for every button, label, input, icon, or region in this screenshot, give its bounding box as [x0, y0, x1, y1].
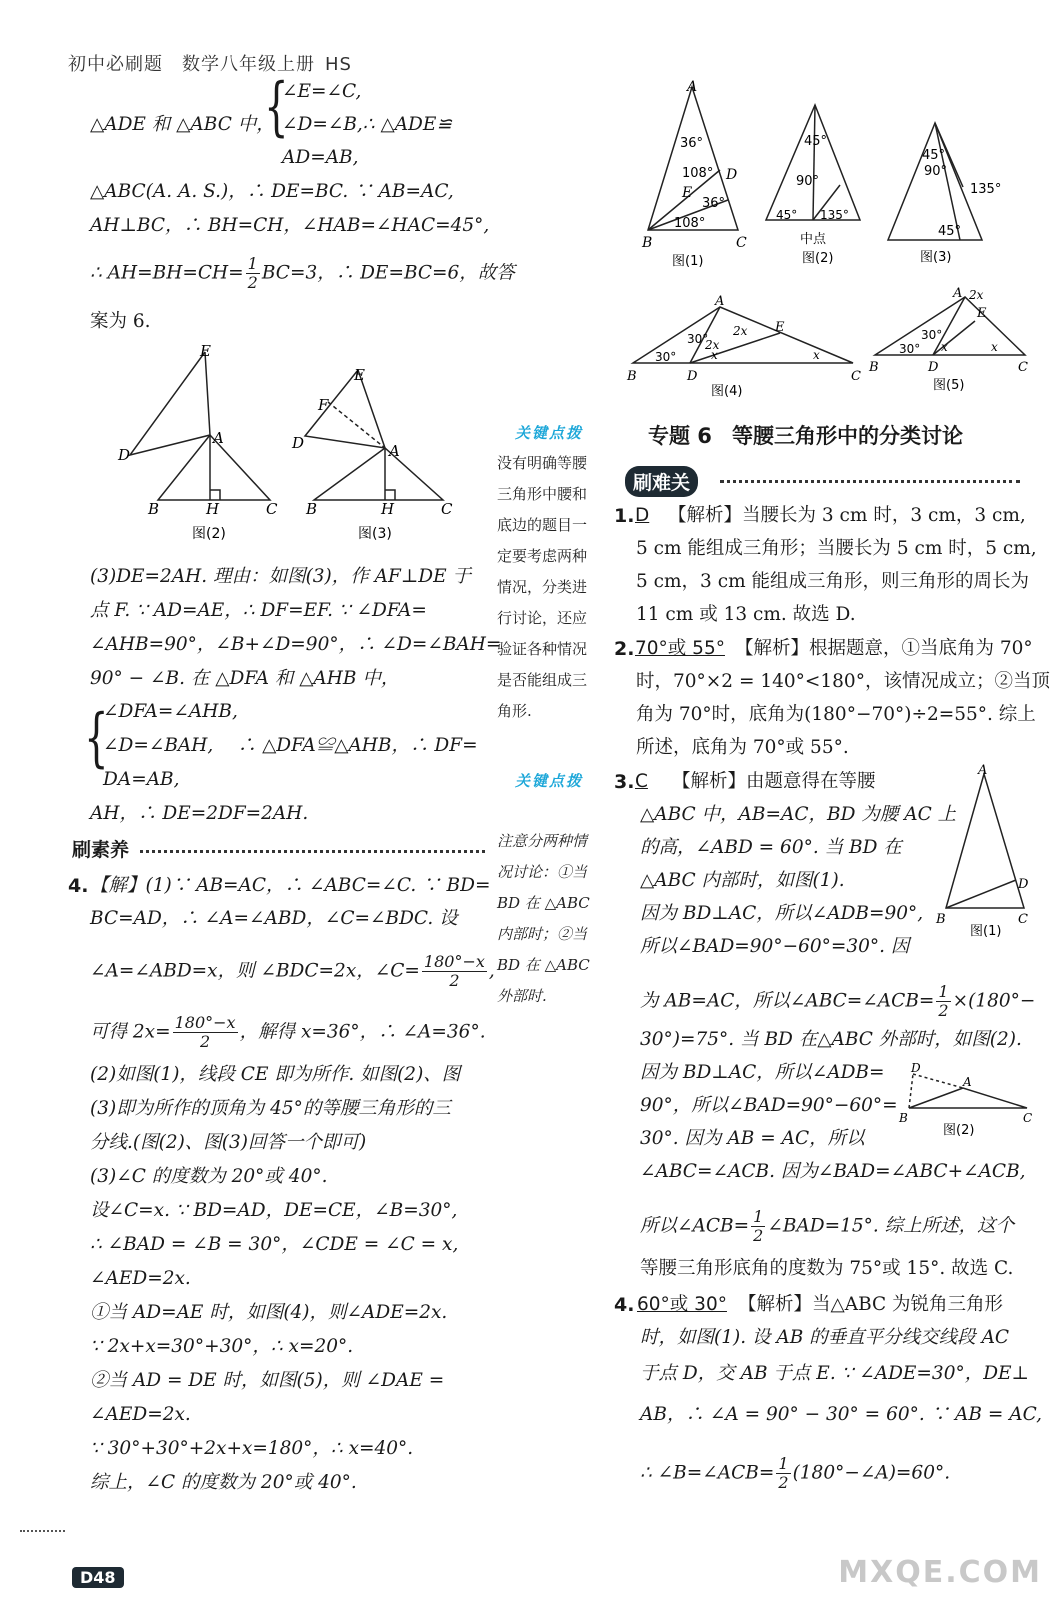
- svg-text:30°: 30°: [921, 328, 943, 342]
- line: 【解析】当腰长为 3 cm 时，3 cm，3 cm,: [668, 505, 1026, 526]
- svg-text:E: E: [682, 185, 693, 201]
- page-number: D48: [72, 1567, 124, 1588]
- answer: C: [635, 771, 648, 792]
- line: ∠E=∠C,: [282, 81, 362, 102]
- fraction: $\frac{180^\circ-x}{2}$: [423, 952, 485, 990]
- line: 为 AB=AC，所以∠ABC=∠ACB= $\frac{1}{2}$ ×(180°−: [640, 982, 1036, 1020]
- label-F: F: [318, 396, 329, 414]
- line: △ADE 和 △ABC 中，: [90, 114, 275, 135]
- figures-2-3: [110, 340, 490, 545]
- line: 所以∠BAD=90°−60°=30°. 因: [640, 936, 910, 957]
- q3-figure-1: [932, 760, 1032, 940]
- label-E: E: [354, 366, 365, 384]
- fraction: $\frac{1}{2}$: [778, 1454, 789, 1492]
- label-C: C: [266, 500, 278, 518]
- topic-number: 专题 6: [648, 424, 712, 448]
- line: ∠DFA=∠AHB,: [103, 701, 238, 722]
- svg-text:36°: 36°: [680, 136, 704, 151]
- line: ∠A=∠ABD=x，则 ∠BDC=2x，∠C= $\frac{180^\circ-x}{2}$ ,: [90, 952, 495, 990]
- answer: D: [635, 505, 650, 526]
- svg-text:45°: 45°: [776, 208, 798, 222]
- svg-text:A: A: [978, 763, 988, 778]
- line: 因为 BD⊥AC，所以∠ADB=90°,: [640, 903, 924, 924]
- fraction: $\frac{1}{2}$: [938, 982, 949, 1020]
- line: 时，70°×2 = 140°<180°，该情况成立；②当顶: [636, 671, 1050, 692]
- svg-text:x: x: [813, 348, 820, 362]
- line: (2)如图(1)，线段 CE 即为所作. 如图(2)、图: [90, 1064, 461, 1085]
- svg-text:x: x: [991, 340, 998, 354]
- line: 【解析】由题意得在等腰: [672, 771, 876, 792]
- svg-text:图(1): 图(1): [970, 924, 1002, 939]
- svg-text:A: A: [953, 286, 963, 301]
- svg-text:D: D: [726, 167, 738, 183]
- line: ∠AED=2x.: [90, 1404, 191, 1425]
- svg-text:D: D: [1018, 877, 1029, 892]
- svg-text:中点: 中点: [800, 232, 827, 247]
- label-H: H: [206, 500, 220, 518]
- label-A: A: [389, 442, 400, 460]
- svg-text:30°: 30°: [899, 342, 921, 356]
- svg-text:D: D: [687, 369, 698, 384]
- svg-text:B: B: [936, 912, 946, 927]
- svg-text:45°: 45°: [922, 148, 946, 163]
- line: ∠ABC=∠ACB. 因为∠BAD=∠ABC+∠ACB,: [640, 1161, 1026, 1182]
- line: (3)即为所作的顶角为 45°的等腰三角形的三: [90, 1098, 451, 1119]
- svg-text:B: B: [642, 235, 653, 251]
- line: 30°)=75°. 当 BD 在△ABC 外部时，如图(2).: [640, 1029, 1022, 1050]
- figures-4-5: [625, 285, 1030, 400]
- label-B: B: [148, 500, 160, 518]
- svg-text:C: C: [1018, 912, 1028, 927]
- line: 设∠C=x. ∵ BD=AD，DE=CE，∠B=30°,: [90, 1200, 458, 1221]
- line: ∴ ∠B=∠ACB= $\frac{1}{2}$ (180°−∠A)=60°.: [640, 1454, 951, 1492]
- label-H: H: [381, 500, 395, 518]
- divider: [20, 1530, 65, 1532]
- line: ①当 AD=AE 时，如图(4)，则∠ADE=2x.: [90, 1302, 448, 1323]
- svg-text:图(4): 图(4): [711, 384, 743, 399]
- label-C: C: [441, 500, 453, 518]
- svg-text:D: D: [928, 360, 939, 375]
- svg-text:图(2): 图(2): [802, 251, 834, 266]
- line: AB，∴ ∠A = 90° − 30° = 60°. ∵ AB = AC,: [640, 1404, 1042, 1425]
- svg-text:90°: 90°: [924, 164, 948, 179]
- line: ∠AHB=90°，∠B+∠D=90°，∴ ∠D=∠BAH=: [90, 634, 502, 655]
- line: 点 F. ∵ AD=AE，∴ DF=EF. ∵ ∠DFA=: [90, 600, 427, 621]
- line: 因为 BD⊥AC，所以∠ADB=: [640, 1062, 885, 1083]
- svg-text:图(3): 图(3): [920, 250, 952, 265]
- svg-text:2x: 2x: [705, 338, 720, 352]
- line: DA=AB,: [103, 769, 180, 790]
- line: ②当 AD = DE 时，如图(5)，则 ∠DAE =: [90, 1370, 445, 1391]
- svg-text:36°: 36°: [702, 196, 726, 211]
- brace: {: [264, 70, 289, 144]
- line: ∴ ∠BAD = ∠B = 30°，∠CDE = ∠C = x,: [90, 1234, 459, 1255]
- line: BC=AD，∴ ∠A=∠ABD，∠C=∠BDC. 设: [90, 908, 458, 929]
- divider: [720, 480, 1020, 483]
- svg-text:C: C: [851, 369, 861, 384]
- svg-text:C: C: [1023, 1111, 1033, 1125]
- figures-top: [630, 75, 1034, 275]
- svg-text:C: C: [736, 235, 747, 251]
- line: 所以∠ACB= $\frac{1}{2}$ ∠BAD=15°. 综上所述，这个: [640, 1207, 1015, 1245]
- svg-text:D: D: [911, 1061, 921, 1075]
- line: 5 cm，3 cm 能组成三角形，则三角形的周长为: [636, 571, 1029, 592]
- line: ∴ AH=BH=CH= $\frac{1}{2}$ BC=3，∴ DE=BC=6，故答: [90, 254, 515, 292]
- line: ∠D=∠B,∴ △ADE≌: [282, 114, 452, 135]
- line: 于点 D，交 AB 于点 E. ∵ ∠ADE=30°，DE⊥: [640, 1363, 1029, 1384]
- svg-text:图(2): 图(2): [943, 1123, 975, 1138]
- answer: 60°或 30°: [637, 1294, 727, 1315]
- line: 所述，底角为 70°或 55°.: [636, 737, 849, 758]
- line: 分线.(图(2)、图(3)回答一个即可): [90, 1132, 367, 1153]
- line: 综上，∠C 的度数为 20°或 40°.: [90, 1472, 357, 1493]
- line: △ABC 内部时，如图(1).: [640, 870, 845, 891]
- question-number: 4.: [68, 875, 89, 897]
- tip-heading: 关键点拨: [515, 772, 584, 790]
- svg-text:E: E: [977, 306, 987, 321]
- svg-text:x: x: [941, 340, 948, 354]
- svg-text:30°: 30°: [687, 332, 709, 346]
- svg-text:B: B: [899, 1111, 908, 1125]
- line: (3)DE=2AH. 理由：如图(3)，作 AF⊥DE 于: [90, 566, 471, 587]
- fig-caption: 图(3): [358, 526, 392, 542]
- fraction: $\frac{180^\circ-x}{2}$: [174, 1013, 236, 1051]
- line: ∵ 2x+x=30°+30°，∴ x=20°.: [90, 1336, 354, 1357]
- svg-text:45°: 45°: [804, 134, 828, 149]
- line: 可得 2x= $\frac{180^\circ-x}{2}$ ，解得 x=36°，∴ ∠A=36°.: [90, 1013, 486, 1051]
- tip-text: 没有明确等腰 三角形中腰和 底边的题目一 定要考虑两种 情况，分类进 行讨论，还应 验证各种情况 是否能组成三 角形.: [497, 454, 588, 720]
- line: ∠D=∠BAH, ∴ △DFA≌△AHB，∴ DF=: [103, 735, 478, 756]
- svg-text:x: x: [711, 348, 718, 362]
- brace: {: [84, 701, 109, 775]
- section-badge: 刷难关: [625, 466, 698, 497]
- line: ∵ 30°+30°+2x+x=180°，∴ x=40°.: [90, 1438, 414, 1459]
- line: 5 cm 能组成三角形；当腰长为 5 cm 时，5 cm,: [636, 538, 1037, 559]
- svg-text:135°: 135°: [820, 208, 849, 222]
- svg-text:30°: 30°: [655, 350, 677, 364]
- label-D: D: [118, 446, 131, 464]
- line: 角为 70°时，底角为(180°−70°)÷2=55°. 综上: [636, 704, 1036, 725]
- line: 【解析】根据题意，①当底角为 70°: [735, 638, 1033, 659]
- label-A: A: [213, 429, 224, 447]
- svg-text:135°: 135°: [970, 182, 1002, 197]
- tip-heading: 关键点拨: [515, 424, 584, 442]
- line: 90°，所以∠BAD=90°−60°=: [640, 1095, 898, 1116]
- q3-figure-2: [895, 1060, 1033, 1140]
- question-number: 1.: [614, 505, 635, 527]
- fraction: $\frac{1}{2}$: [247, 254, 258, 292]
- svg-text:图(1): 图(1): [672, 254, 704, 269]
- label-B: B: [306, 500, 318, 518]
- svg-text:108°: 108°: [682, 166, 714, 181]
- line: △ABC(A. A. S.)，∴ DE=BC. ∵ AB=AC,: [90, 181, 454, 202]
- fraction: $\frac{1}{2}$: [753, 1207, 764, 1245]
- svg-text:图(5): 图(5): [933, 378, 965, 393]
- svg-text:90°: 90°: [796, 174, 820, 189]
- svg-text:B: B: [869, 360, 879, 375]
- line: AH，∴ DE=2DF=2AH.: [90, 803, 309, 824]
- svg-text:A: A: [687, 79, 698, 95]
- fig-caption: 图(2): [192, 526, 226, 542]
- line: 案为 6.: [90, 311, 151, 332]
- topic-title: 等腰三角形中的分类讨论: [732, 424, 963, 448]
- svg-text:2x: 2x: [733, 324, 748, 338]
- answer: 70°或 55°: [635, 638, 725, 659]
- svg-text:A: A: [963, 1075, 972, 1089]
- svg-text:A: A: [715, 294, 725, 309]
- tip-text: 注意分两种情 况讨论：①当 BD 在 △ABC 内部时；②当 BD 在 △ABC 外部时.: [497, 832, 590, 1005]
- svg-text:45°: 45°: [938, 224, 962, 239]
- line: △ABC 中，AB=AC，BD 为腰 AC 上: [640, 804, 957, 825]
- watermark: MXQE.COM: [838, 1555, 1042, 1590]
- svg-text:C: C: [1018, 360, 1028, 375]
- svg-text:2x: 2x: [969, 288, 984, 302]
- line: 【解】(1)∵ AB=AC，∴ ∠ABC=∠C. ∵ BD=: [90, 875, 491, 896]
- line: 30°. 因为 AB = AC，所以: [640, 1128, 865, 1149]
- line: 时，如图(1). 设 AB 的垂直平分线交线段 AC: [640, 1327, 1010, 1348]
- line: AD=AB,: [282, 147, 359, 168]
- svg-text:B: B: [627, 369, 637, 384]
- line: AH⊥BC，∴ BH=CH，∠HAB=∠HAC=45°,: [90, 215, 490, 236]
- label-E: E: [200, 342, 211, 360]
- line: 的高，∠ABD = 60°. 当 BD 在: [640, 837, 902, 858]
- question-number: 2.: [614, 638, 635, 660]
- line: 11 cm 或 13 cm. 故选 D.: [636, 604, 856, 625]
- svg-text:108°: 108°: [674, 216, 706, 231]
- svg-text:E: E: [775, 320, 785, 335]
- divider: [140, 850, 485, 853]
- line: ∠AED=2x.: [90, 1268, 191, 1289]
- line: (3)∠C 的度数为 20°或 40°.: [90, 1166, 328, 1187]
- question-number: 3.: [614, 771, 635, 793]
- line: 【解析】当△ABC 为锐角三角形: [738, 1294, 1004, 1315]
- line: 等腰三角形底角的度数为 75°或 15°. 故选 C.: [640, 1258, 1014, 1279]
- question-number: 4.: [614, 1294, 635, 1316]
- line: 90° − ∠B. 在 △DFA 和 △AHB 中，: [90, 668, 400, 689]
- section-title: 刷素养: [72, 839, 130, 861]
- label-D: D: [292, 434, 305, 452]
- header-title: 初中必刷题 数学八年级上册 HS: [68, 54, 352, 75]
